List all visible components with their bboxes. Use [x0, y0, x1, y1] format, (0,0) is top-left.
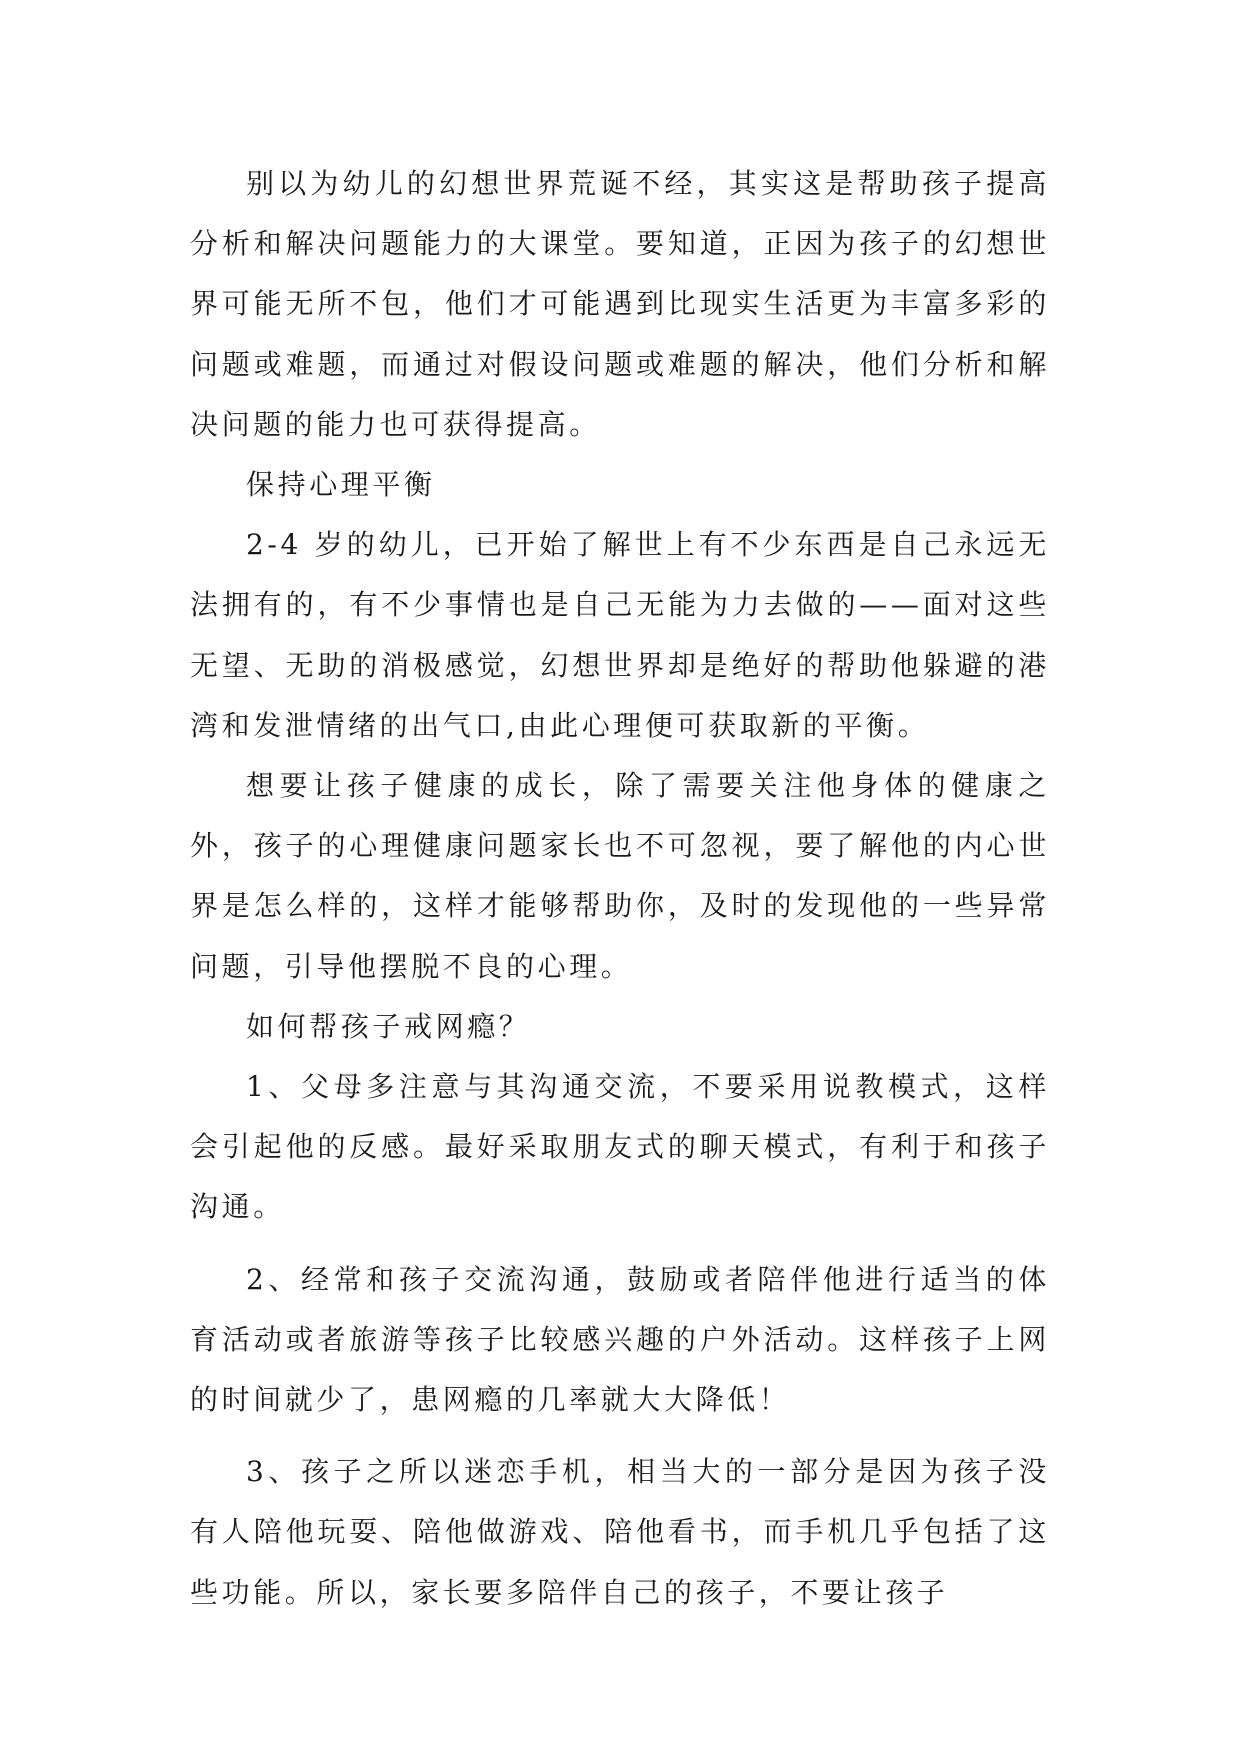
paragraph-emotional-balance: 2-4 岁的幼儿，已开始了解世上有不少东西是自己永远无法拥有的，有不少事情也是自己无能为力去做的——面对这些无望、无助的消极感觉，幻想世界却是绝好的帮助他躲避的港湾和发泄情绪的出气口,由此心理便可获取新的平衡。	[190, 528, 1050, 742]
document-page	[190, 154, 1050, 1623]
list-item-2: 2、经常和孩子交流沟通，鼓励或者陪伴他进行适当的体育活动或者旅游等孩子比较感兴趣的户外活动。这样孩子上网的时间就少了，患网瘾的几率就大大降低！	[190, 1262, 1050, 1417]
paragraph-fantasy-problem-solving: 别以为幼儿的幻想世界荒诞不经，其实这是帮助孩子提高分析和解决问题能力的大课堂。要知道，正因为孩子的幻想世界可能无所不包，他们才可能遇到比现实生活更为丰富多彩的问题或难题，而通过对假设问题或难题的解决，他们分析和解决问题的能力也可获得提高。	[190, 167, 1050, 441]
paragraph-mental-health: 想要让孩子健康的成长，除了需要关注他身体的健康之外，孩子的心理健康问题家长也不可忽视，要了解他的内心世界是怎么样的，这样才能够帮助你，及时的发现他的一些异常问题，引导他摆脱不良的心理。	[190, 769, 1050, 983]
list-item-3: 3、孩子之所以迷恋手机，相当大的一部分是因为孩子没有人陪他玩耍、陪他做游戏、陪他看书，而手机几乎包括了这些功能。所以，家长要多陪伴自己的孩子，不要让孩子	[190, 1455, 1050, 1609]
heading-internet-addiction: 如何帮孩子戒网瘾？	[246, 1009, 531, 1043]
list-item-1: 1、父母多注意与其沟通交流，不要采用说教模式，这样会引起他的反感。最好采取朋友式的聊天模式，有利于和孩子沟通。	[190, 1070, 1050, 1224]
heading-keep-balance: 保持心理平衡	[246, 468, 436, 502]
